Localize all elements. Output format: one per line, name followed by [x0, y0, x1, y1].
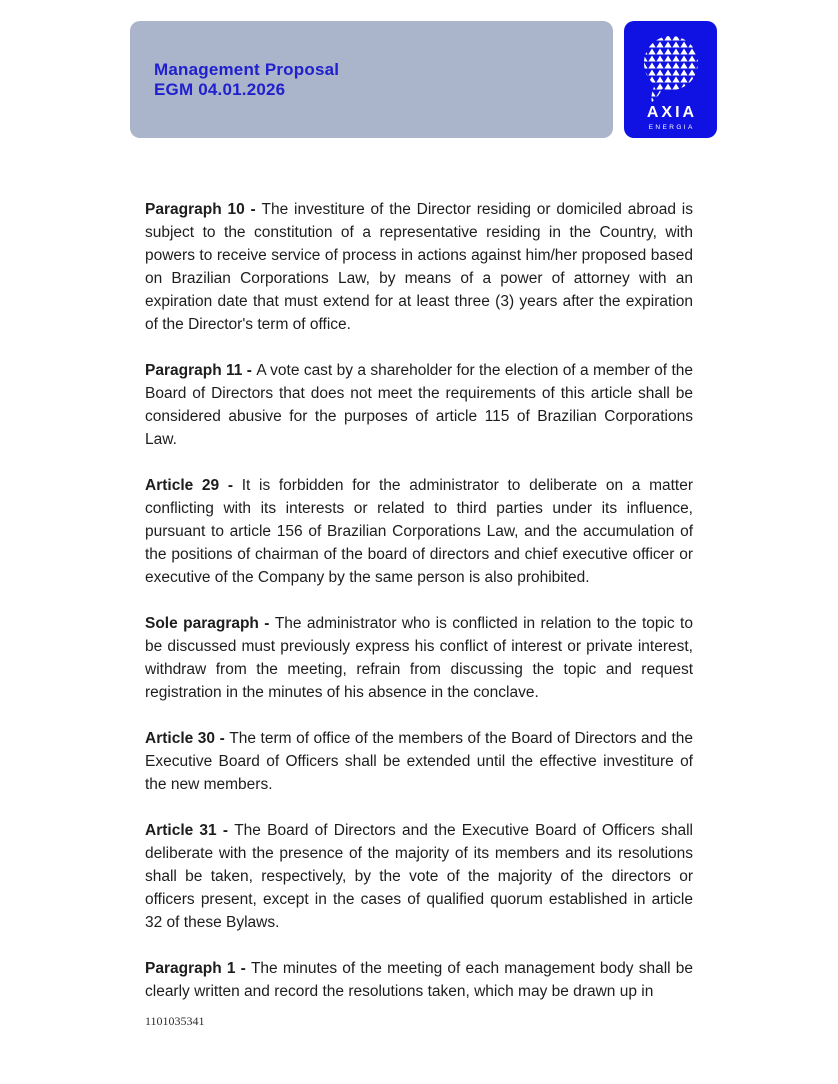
paragraph-text: The investiture of the Director residing or domiciled abroad is subject to the constitution of a representative residing in the Country, with powers to receive service of process in actions against him/her proposed based on Brazilian Corporations Law, by means of a power of attorney with an expiration date that must extend for at least three (3) years after the expiration of the Director's term of office.	[145, 201, 693, 333]
paragraph-lead: Article 30 -	[145, 730, 230, 747]
axia-logo-box	[624, 21, 717, 138]
paragraph-lead: Paragraph 10 -	[145, 201, 262, 218]
geodesic-sphere-icon	[640, 34, 702, 104]
document-title: Management Proposal	[154, 59, 340, 79]
document-paragraph	[145, 198, 693, 336]
document-paragraph	[145, 474, 693, 589]
document-paragraph	[145, 359, 693, 451]
paragraph-lead: Article 31 -	[145, 822, 235, 839]
paragraph-text: It is forbidden for the administrator to deliberate on a matter conflicting with its interests or related to third parties under its influence, pursuant to article 156 of Brazilian Corporations Law, and the accumulation of the positions of chairman of the board of directors and chief executive officer or executive of the Company by the same person is also prohibited.	[145, 477, 693, 586]
paragraph-text: A vote cast by a shareholder for the election of a member of the Board of Directors that does not meet the requirements of this article shall be considered abusive for the purposes of article 115 of Brazilian Corporations Law.	[145, 362, 694, 448]
document-paragraph	[145, 727, 693, 796]
logo-sub-text: ENERGIA	[648, 124, 695, 131]
paragraph-text: The minutes of the meeting of each management body shall be clearly written and record the resolutions taken, which may be drawn up in	[145, 960, 694, 1000]
document-body	[145, 198, 693, 1026]
paragraph-lead: Sole paragraph -	[145, 615, 275, 632]
paragraph-text: The Board of Directors and the Executive Board of Officers shall deliberate with the presence of the majority of its members and its resolutions shall be taken, respectively, by the vote of the majority of the directors or officers present, except in the cases of qualified quorum established in article 32 of these Bylaws.	[145, 822, 693, 931]
paragraph-lead: Article 29 -	[145, 477, 242, 494]
header-banner	[130, 21, 613, 138]
document-subtitle: EGM 04.01.2026	[154, 79, 286, 99]
document-paragraph	[145, 819, 693, 934]
paragraph-lead: Paragraph 1 -	[145, 960, 251, 977]
document-paragraph	[145, 957, 693, 1003]
logo-brand-text: AXIA	[646, 104, 698, 121]
paragraph-text: The term of office of the members of the Board of Directors and the Executive Board of Officers shall be extended until the effective investiture of the new members.	[145, 730, 693, 793]
paragraph-lead: Paragraph 11 -	[145, 362, 257, 379]
footer-document-code: 1101035341	[145, 1014, 205, 1028]
header-title-block	[154, 60, 339, 100]
paragraph-list	[145, 198, 693, 1003]
document-paragraph	[145, 612, 693, 704]
paragraph-text: The administrator who is conflicted in relation to the topic to be discussed must previously express his conflict of interest or private interest, withdraw from the meeting, refrain from discussing the topic and request registration in the minutes of his absence in the conclave.	[145, 615, 693, 701]
